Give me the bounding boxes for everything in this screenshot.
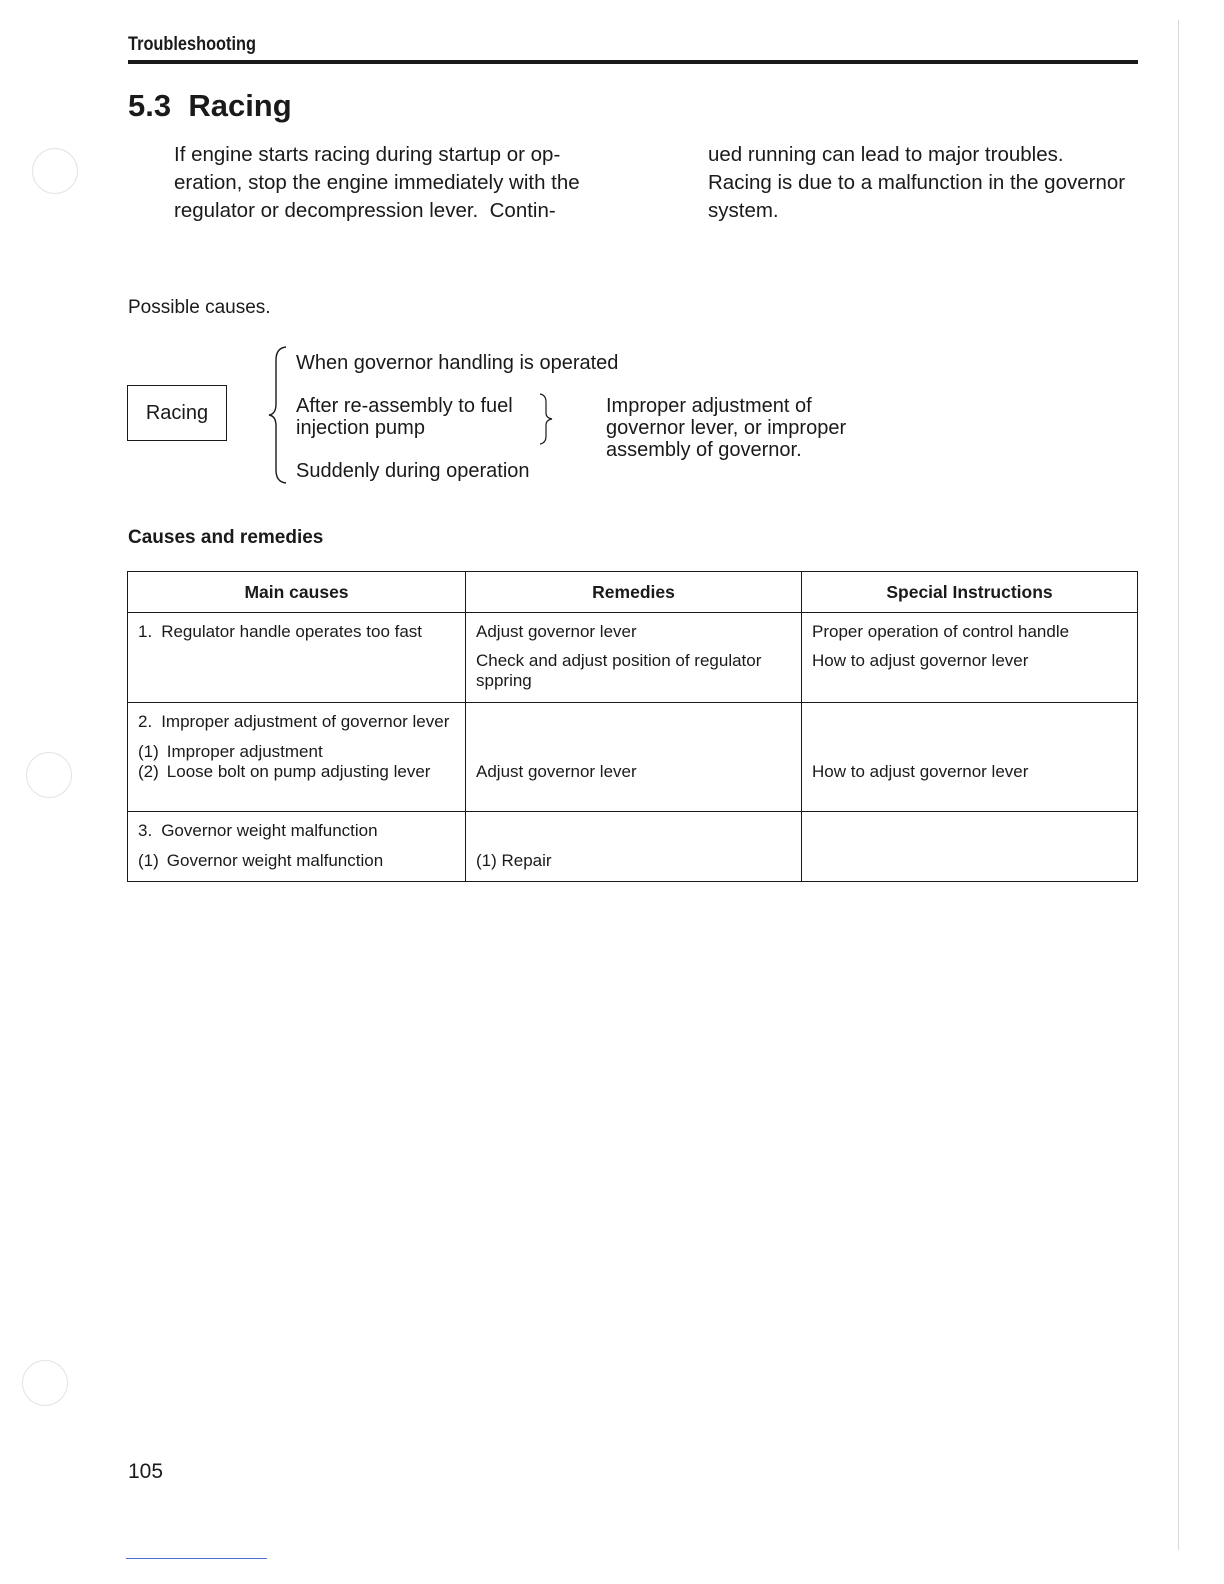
footer-rule (126, 1558, 267, 1559)
racing-box (127, 385, 227, 441)
condition-governor-handling: When governor handling is operated (296, 352, 619, 374)
page-edge-line (1178, 20, 1179, 1550)
running-header: Troubleshooting (128, 34, 256, 55)
remedy-text: Adjust governor lever (476, 622, 637, 641)
intro-left-column (174, 141, 580, 225)
remedy-text: (1) Repair (476, 851, 552, 870)
cause-number: 3. (138, 821, 153, 840)
remedy-text: Adjust governor lever (476, 762, 637, 781)
cause-cell (128, 703, 466, 812)
sub-cause-number: (1) (138, 851, 159, 870)
remedy-cell (466, 812, 802, 882)
sub-cause-number: (1) (138, 742, 159, 761)
cause-item (138, 622, 455, 642)
instruction-cell (802, 703, 1138, 812)
intro-line: eration, stop the engine immediately with the (174, 171, 580, 194)
punch-hole-mark-middle (26, 752, 72, 798)
column-header-remedies: Remedies (466, 572, 802, 613)
intro-line: If engine starts racing during startup or op- (174, 143, 561, 166)
instruction-cell (802, 613, 1138, 703)
sub-cause-item (138, 742, 455, 762)
column-header-main-causes: Main causes (128, 572, 466, 613)
instruction-text: Proper operation of control handle (812, 622, 1070, 641)
instruction-text: How to adjust governor lever (812, 651, 1029, 670)
result-line: assembly of governor. (606, 439, 802, 461)
intro-line: ued running can lead to major troubles. (708, 143, 1064, 166)
intro-line: system. (708, 199, 779, 222)
cause-cell (128, 613, 466, 703)
intro-line: Racing is due to a malfunction in the governor (708, 171, 1126, 194)
right-curly-brace (538, 393, 556, 445)
table-row (128, 613, 1138, 703)
causes-remedies-table (127, 571, 1137, 882)
table-header-row (128, 572, 1138, 613)
cause-item (138, 712, 455, 732)
condition-reassembly-line1: After re-assembly to fuel (296, 395, 513, 417)
left-curly-brace (266, 346, 288, 484)
column-header-special-instructions: Special Instructions (802, 572, 1138, 613)
remedy-text: Check and adjust position of regulator sppring (476, 651, 762, 690)
page-number: 105 (128, 1460, 164, 1483)
instruction-text: How to adjust governor lever (812, 762, 1029, 781)
condition-suddenly: Suddenly during operation (296, 460, 530, 482)
possible-causes-label: Possible causes. (128, 297, 271, 318)
sub-cause-item (138, 762, 455, 782)
cause-item (138, 821, 455, 841)
table-row (128, 812, 1138, 882)
cause-text: Governor weight malfunction (161, 821, 378, 840)
result-line: Improper adjustment of (606, 395, 812, 417)
racing-box-label: Racing (145, 401, 209, 424)
intro-right-column (708, 141, 1125, 225)
sub-cause-text: Loose bolt on pump adjusting lever (166, 762, 431, 781)
result-line: governor lever, or improper (606, 417, 847, 439)
cause-text: Improper adjustment of governor lever (161, 712, 450, 731)
punch-hole-mark-top (32, 148, 78, 194)
sub-cause-number: (2) (138, 762, 159, 781)
sub-cause-text: Governor weight malfunction (166, 851, 384, 870)
header-rule (128, 60, 1138, 64)
sub-cause-text: Improper adjustment (166, 742, 323, 761)
instruction-cell (802, 812, 1138, 882)
causes-remedies-heading: Causes and remedies (128, 527, 324, 548)
cause-number: 2. (138, 712, 153, 731)
condition-reassembly-line2: injection pump (296, 417, 425, 439)
table-row (128, 703, 1138, 812)
section-title: 5.3 Racing (128, 88, 292, 123)
intro-line: regulator or decompression lever. Contin- (174, 199, 556, 222)
cause-number: 1. (138, 622, 153, 641)
sub-cause-item (138, 851, 455, 871)
cause-cell (128, 812, 466, 882)
remedy-cell (466, 613, 802, 703)
cause-text: Regulator handle operates too fast (161, 622, 423, 641)
punch-hole-mark-bottom (22, 1360, 68, 1406)
remedy-cell (466, 703, 802, 812)
